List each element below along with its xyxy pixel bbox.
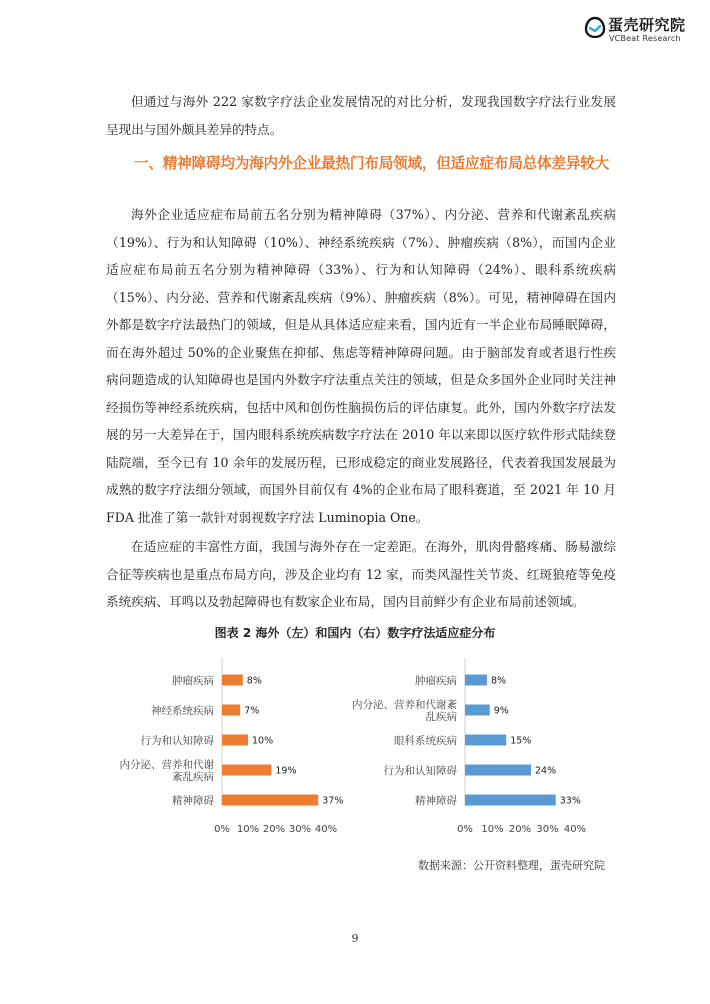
domestic-indication-chart (345, 648, 605, 848)
overseas-tick-label: 0% (214, 824, 230, 835)
domestic-bar (465, 675, 487, 686)
domestic-category-label: 行为和认知障碍 (383, 765, 457, 777)
overseas-category-label: 肿瘤疾病 (172, 675, 214, 687)
overseas-bar (222, 795, 318, 806)
domestic-data-label: 9% (493, 705, 509, 717)
overseas-category-label: 行为和认知障碍 (140, 735, 214, 747)
overseas-category-label: 紊乱疾病 (172, 771, 214, 783)
overseas-data-label: 37% (322, 795, 344, 807)
domestic-category-label: 乱疾病 (425, 711, 457, 723)
overseas-tick-label: 10% (236, 824, 260, 835)
figure-title: 图表 2 海外（左）和国内（右）数字疗法适应症分布 (214, 626, 496, 640)
paragraph-intro: 但通过与海外 222 家数字疗法企业发展情况的对比分析，发现我国数字疗法行业发展呈现出与国外颇具差异的特点。 (106, 94, 616, 137)
overseas-bar (222, 735, 248, 746)
overseas-data-label: 19% (275, 765, 297, 777)
domestic-data-label: 8% (491, 675, 507, 687)
domestic-bar (465, 705, 490, 716)
domestic-category-label: 肿瘤疾病 (415, 675, 457, 687)
overseas-tick-label: 20% (262, 824, 286, 835)
overseas-data-label: 10% (252, 735, 274, 747)
overseas-indication-chart (100, 648, 350, 848)
overseas-bar (222, 765, 271, 776)
domestic-data-label: 33% (559, 795, 581, 807)
domestic-data-label: 15% (510, 735, 532, 747)
domestic-tick-label: 30% (536, 824, 559, 835)
egg-shell-logo-icon (584, 16, 606, 38)
domestic-tick-label: 0% (457, 824, 473, 835)
overseas-tick-label: 40% (314, 824, 338, 835)
paragraph-indications: 海外企业适应症布局前五名分别为精神障碍（37%）、内分泌、营养和代谢紊乱疾病（19%）、行为和认知障碍（10%）、神经系统疾病（7%）、肿瘤疾病（8%），而国内企业适应症布局前五名分别为精神障碍（33%）、行为和认知障碍（24%）、眼科系统疾病（15%）、内分泌、营养和代谢紊乱疾病（9%）、肿瘤疾病（8%）。可见，精神障碍在国内外都是数字疗法最热门的领域，但是从具体适应症来看，国内近有一半企业布局睡眠障碍，而在海外超过 50%的企业聚焦在抑郁、焦虑等精神障碍问题。由于脑部发育或者退行性疾病问题造成的认知障碍也是国内外数字疗法重点关注的领域，但是众多国外企业同时关注神经损伤等神经系统疾病，包括中风和创伤性脑损伤后的评估康复。此外，国内外数字疗法发展的另一大差异在于，国内眼科系统疾病数字疗法在 2010 年以来即以医疗软件形式陆续登陆院端，至今已有 10 余年的发展历程，已形成稳定的商业发展路径，代表着我国发展最为成熟的数字疗法细分领域，而国外目前仅有 4%的企业布局了眼科赛道，至 2021 年 10 月 FDA 批准了第一款针对弱视数字疗法 Luminopia One。 (106, 207, 616, 525)
domestic-bar (465, 765, 531, 776)
domestic-category-label: 内分泌、营养和代谢紊 (352, 699, 457, 711)
overseas-data-label: 7% (244, 705, 260, 717)
domestic-tick-label: 20% (508, 824, 532, 835)
domestic-category-label: 精神障碍 (415, 795, 457, 807)
domestic-bar (465, 795, 556, 806)
domestic-bar (465, 735, 506, 746)
data-source-note: 数据来源：公开资料整理，蛋壳研究院 (418, 859, 605, 872)
domestic-tick-label: 10% (481, 824, 504, 835)
domestic-data-label: 24% (535, 765, 557, 777)
overseas-category-label: 精神障碍 (172, 795, 214, 807)
paragraph-richness: 在适应症的丰富性方面，我国与海外存在一定差距。在海外，肌肉骨骼疼痛、肠易激综合征等疾病也是重点布局方向，涉及企业均有 12 家，而类风湿性关节炎、红斑狼疮等免疫系统疾病、耳鸣以及勃起障碍也有数家企业布局，国内目前鲜少有企业布局前述领域。 (106, 539, 616, 609)
section-heading: 一、精神障碍均为海内外企业最热门布局领域，但适应症布局总体差异较大 (134, 155, 609, 172)
overseas-category-label: 内分泌、营养和代谢 (119, 759, 214, 771)
logo-text-cn: 蛋壳研究院 (608, 16, 686, 34)
page-number: 9 (351, 932, 359, 945)
domestic-tick-label: 40% (563, 824, 587, 835)
overseas-bar (222, 675, 243, 686)
logo-text-en: VCBeat Research (609, 34, 681, 43)
overseas-category-label: 神经系统疾病 (151, 705, 214, 717)
overseas-bar (222, 705, 240, 716)
overseas-tick-label: 30% (288, 824, 312, 835)
vcbeat-logo (584, 14, 696, 44)
overseas-data-label: 8% (246, 675, 262, 687)
domestic-category-label: 眼科系统疾病 (394, 735, 457, 747)
